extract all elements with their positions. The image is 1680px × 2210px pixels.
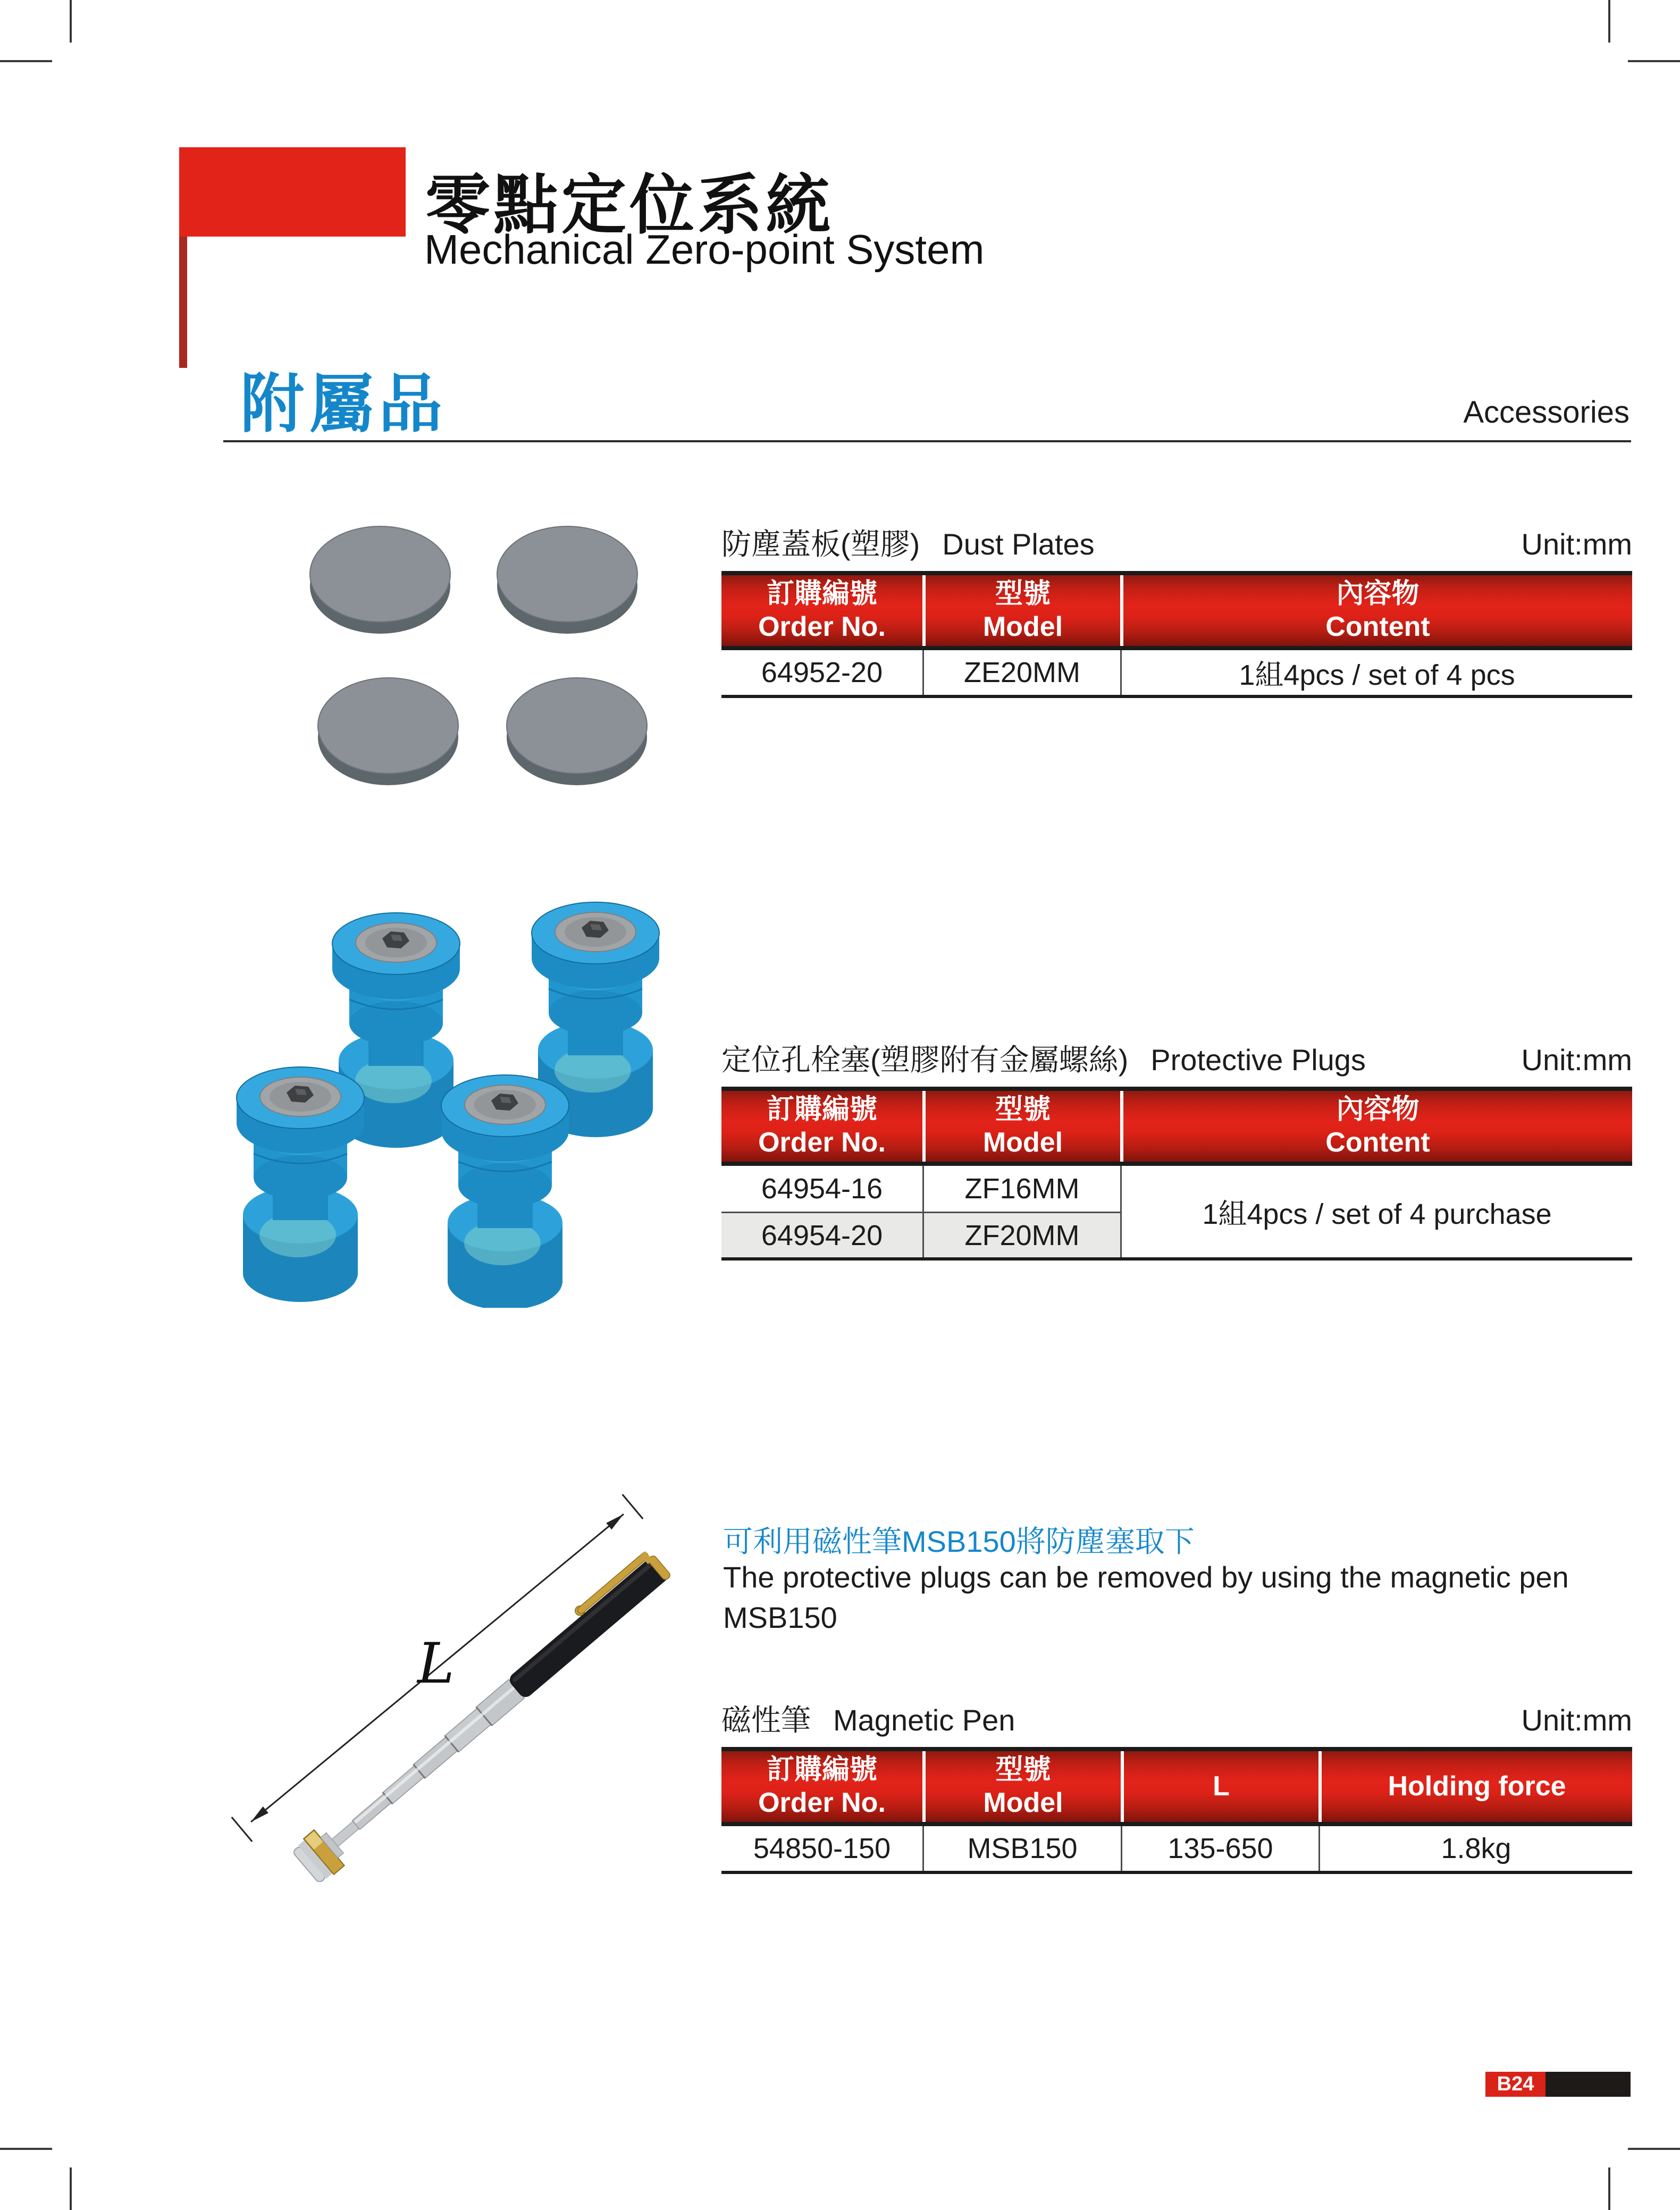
header-content-cjk: 內容物 (1336, 1094, 1419, 1125)
cell-model: ZF20MM (922, 1212, 1120, 1257)
protective-plugs-section (721, 1037, 1632, 1261)
dust-plates-section (721, 521, 1632, 698)
header-cell-order-no (721, 575, 922, 646)
header-cell-content (1120, 575, 1632, 646)
page-number-badge: B24 (1485, 2072, 1545, 2097)
flag-decoration (179, 147, 406, 237)
dust-plate-disc (310, 526, 647, 785)
protective-plugs-figure (213, 883, 691, 1308)
cell-model: MSB150 (922, 1826, 1121, 1871)
header-cell-model (922, 1751, 1121, 1822)
note-cjk: 可利用磁性筆MSB150將防塵塞取下 (723, 1525, 1195, 1558)
header-order-en: Order No. (758, 1787, 886, 1818)
cell-order-no: 64952-20 (761, 657, 883, 688)
section-divider-rule (223, 440, 1631, 442)
magnetic-pen-table-row (721, 1826, 1632, 1871)
table-border (721, 1747, 1632, 1751)
crop-mark-top-right-h (1628, 60, 1680, 62)
crop-mark-bottom-right-h (1628, 2148, 1680, 2150)
table-border (721, 1162, 1632, 1166)
cell-order-no: 54850-150 (753, 1833, 891, 1864)
cell-order-no: 64954-20 (721, 1212, 922, 1257)
crop-mark-bottom-left-v (70, 2167, 72, 2210)
dust-plates-title-cjk: 防塵蓋板(塑膠) (721, 527, 920, 561)
header-cell-holding-force (1318, 1751, 1632, 1822)
cell-holding-force: 1.8kg (1318, 1826, 1632, 1871)
table-border (721, 695, 1632, 698)
crop-mark-bottom-left-h (0, 2148, 52, 2150)
header-cell-model (922, 1091, 1120, 1162)
header-model-en: Model (982, 611, 1063, 642)
crop-mark-bottom-right-v (1608, 2167, 1610, 2210)
table-border (721, 1087, 1632, 1091)
table-border (721, 1822, 1632, 1826)
page-title-en: Mechanical Zero-point System (424, 226, 985, 273)
cell-content-merged: 1組4pcs / set of 4 purchase (1120, 1166, 1632, 1257)
header-model-cjk: 型號 (995, 1754, 1051, 1786)
table-border (721, 646, 1632, 650)
header-order-cjk: 訂購編號 (766, 1754, 877, 1786)
crop-mark-top-left-h (0, 60, 52, 62)
header-order-cjk: 訂購編號 (766, 578, 877, 610)
cell-content: 1組4pcs / set of 4 pcs (1120, 650, 1632, 695)
note-en-line1: The protective plugs can be removed by using the magnetic pen (723, 1560, 1569, 1594)
cell-model: ZF16MM (922, 1166, 1120, 1212)
header-cell-content (1120, 1091, 1632, 1162)
header-cell-length (1121, 1751, 1318, 1822)
magnetic-pen-title (721, 1697, 1632, 1740)
header-cell-model (922, 575, 1120, 646)
header-holding-force-label: Holding force (1388, 1770, 1566, 1802)
page-number-badge-bar (1545, 2072, 1631, 2097)
header-order-cjk: 訂購編號 (766, 1094, 877, 1125)
telescopic-pen (291, 1547, 678, 1882)
dust-plates-title-en: Dust Plates (942, 527, 1095, 561)
magnetic-pen-unit-label: Unit:mm (1521, 1703, 1632, 1737)
dust-plates-table-row (721, 650, 1632, 695)
header-order-en: Order No. (758, 611, 886, 642)
protective-plugs-unit-label: Unit:mm (1521, 1043, 1632, 1077)
cell-order-no: 64954-16 (761, 1173, 883, 1205)
header-model-en: Model (982, 1127, 1063, 1158)
section-heading-en: Accessories (1463, 395, 1629, 430)
header-model-cjk: 型號 (995, 578, 1051, 610)
page-title-cjk: 零點定位系統 (425, 169, 834, 241)
cell-length: 135-650 (1121, 1826, 1318, 1871)
protective-plugs-table-header (721, 1091, 1632, 1162)
protective-plugs-title-cjk: 定位孔栓塞(塑膠附有金屬螺絲) (721, 1043, 1129, 1077)
protective-plug (441, 1075, 569, 1308)
dimension-label: L (417, 1631, 455, 1696)
protective-plugs-title (721, 1037, 1632, 1079)
table-border (721, 1871, 1632, 1874)
note-en-line2: MSB150 (723, 1601, 837, 1634)
dust-plates-figure (261, 510, 696, 808)
header-cell-order-no (721, 1751, 922, 1822)
dust-plates-table-header (721, 575, 1632, 646)
header-content-cjk: 內容物 (1336, 578, 1419, 610)
section-heading-cjk: 附屬品 (240, 368, 448, 440)
dust-plates-unit-label: Unit:mm (1521, 527, 1632, 561)
crop-mark-top-left-v (70, 0, 72, 43)
cell-model: ZE20MM (922, 650, 1120, 695)
magnetic-pen-title-en: Magnetic Pen (833, 1703, 1015, 1737)
header-cell-order-no (721, 1091, 922, 1162)
magnetic-pen-title-cjk: 磁性筆 (721, 1703, 811, 1737)
header-model-en: Model (983, 1787, 1063, 1818)
magnetic-pen-figure (213, 1478, 718, 1882)
magnetic-pen-table-header (721, 1751, 1632, 1822)
crop-mark-top-right-v (1608, 0, 1610, 43)
magnetic-pen-section (721, 1697, 1632, 1874)
protective-plugs-table-body (721, 1166, 1632, 1257)
protective-plugs-title-en: Protective Plugs (1150, 1043, 1366, 1077)
protective-plug (237, 1067, 364, 1302)
header-content-en: Content (1325, 1127, 1430, 1158)
header-model-cjk: 型號 (995, 1094, 1051, 1125)
table-border (721, 1257, 1632, 1261)
header-order-en: Order No. (758, 1127, 886, 1158)
header-length-label: L (1213, 1770, 1230, 1802)
header-content-en: Content (1325, 611, 1430, 642)
dust-plates-title (721, 521, 1632, 564)
table-border (721, 571, 1632, 575)
